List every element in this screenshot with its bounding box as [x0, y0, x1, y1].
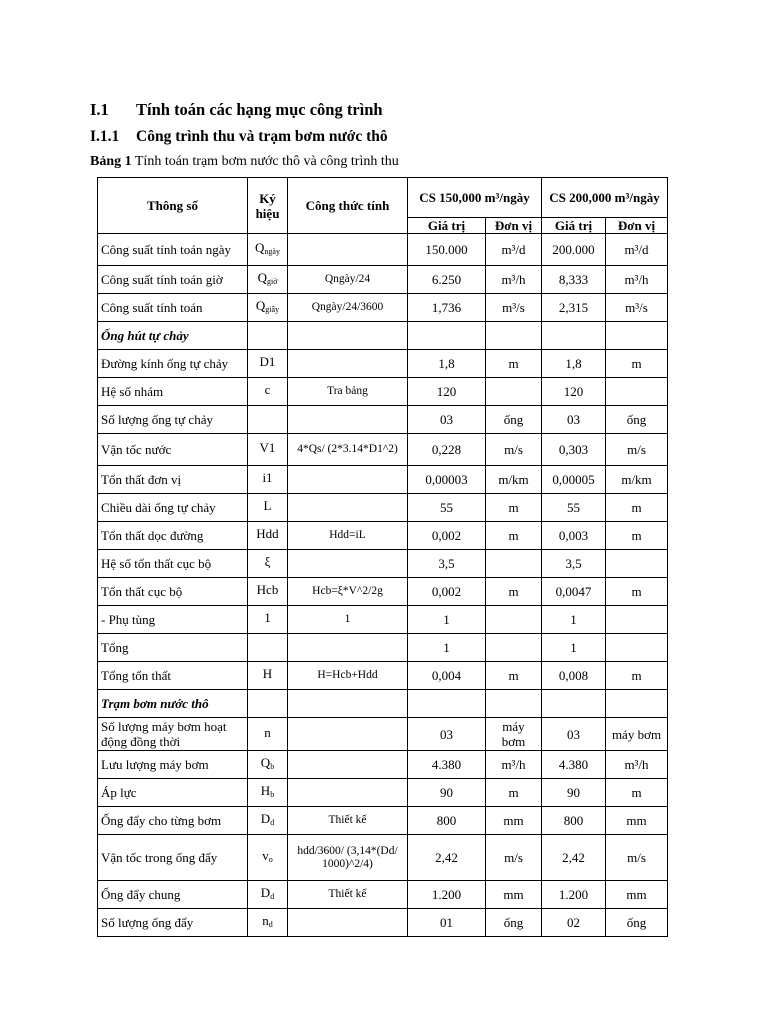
symbol-main: ξ [264, 554, 271, 569]
value-cell-150000: 03 [408, 718, 486, 751]
symbol-main: D [260, 811, 271, 826]
empty-cell [288, 322, 408, 350]
value-cell-200000: 55 [542, 494, 606, 522]
symbol-main: Q [260, 755, 271, 770]
header-symbol: Ký hiệu [248, 178, 288, 234]
symbol-subscript: b [270, 762, 275, 771]
symbol-cell [248, 718, 288, 751]
unit-cell-200000 [606, 550, 668, 578]
param-cell: Công suất tính toán ngày [98, 234, 248, 266]
header-value-2: Giá trị [542, 218, 606, 234]
table-caption [90, 154, 399, 170]
param-cell: Hệ số tổn thất cục bộ [98, 550, 248, 578]
unit-cell-200000: m [606, 578, 668, 606]
table-row [98, 807, 668, 835]
symbol-main: Hcb [256, 582, 279, 597]
section-title-cell: Ống hút tự chảy [98, 322, 248, 350]
table-row [98, 234, 668, 266]
param-cell: Lưu lượng máy bơm [98, 751, 248, 779]
unit-cell-200000: m [606, 494, 668, 522]
value-cell-200000: 0,00005 [542, 466, 606, 494]
unit-cell-150000 [486, 606, 542, 634]
subsection-heading [90, 128, 388, 146]
symbol-main: c [264, 382, 271, 397]
symbol-cell [248, 266, 288, 294]
symbol-cell [248, 835, 288, 881]
param-cell: Vận tốc trong ống đẩy [98, 835, 248, 881]
value-cell-150000: 0,002 [408, 522, 486, 550]
formula-cell [288, 634, 408, 662]
table-row [98, 662, 668, 690]
formula-cell: hdd/3600/ (3,14*(Dd/ 1000)^2/4) [288, 835, 408, 881]
symbol-cell [248, 578, 288, 606]
unit-cell-150000: m [486, 662, 542, 690]
value-cell-150000: 1,736 [408, 294, 486, 322]
symbol-cell [248, 662, 288, 690]
symbol-cell [248, 406, 288, 434]
table-row [98, 294, 668, 322]
unit-cell-200000: m/s [606, 434, 668, 466]
symbol-main: n [264, 724, 271, 740]
symbol-main: n [262, 913, 269, 928]
unit-cell-150000: m/km [486, 466, 542, 494]
symbol-main: V1 [259, 440, 276, 455]
symbol-main: Q [255, 298, 266, 313]
unit-cell-150000: m [486, 494, 542, 522]
symbol-main: D [260, 885, 271, 900]
formula-cell: Hcb=ξ*V^2/2g [288, 578, 408, 606]
empty-cell [408, 690, 486, 718]
table-row [98, 434, 668, 466]
section-heading [90, 100, 383, 120]
value-cell-150000: 2,42 [408, 835, 486, 881]
table-row [98, 406, 668, 434]
symbol-cell [248, 234, 288, 266]
table-row [98, 881, 668, 909]
formula-cell [288, 718, 408, 751]
unit-cell-150000: m³/d [486, 234, 542, 266]
unit-cell-150000 [486, 378, 542, 406]
formula-cell: Thiết kế [288, 807, 408, 835]
table-row [98, 350, 668, 378]
value-cell-150000: 1,8 [408, 350, 486, 378]
section-row [98, 322, 668, 350]
value-cell-200000: 2,315 [542, 294, 606, 322]
header-group-200000: CS 200,000 m³/ngày [542, 178, 668, 218]
table-row [98, 718, 668, 751]
value-cell-150000: 0,228 [408, 434, 486, 466]
param-cell: Đường kính ống tự chảy [98, 350, 248, 378]
empty-cell [408, 322, 486, 350]
unit-cell-200000 [606, 378, 668, 406]
formula-cell [288, 494, 408, 522]
symbol-cell [248, 779, 288, 807]
header-group-150000: CS 150,000 m³/ngày [408, 178, 542, 218]
value-cell-150000: 1 [408, 634, 486, 662]
param-cell: Số lượng máy bơm hoạt động đồng thời [98, 718, 248, 751]
empty-cell [288, 690, 408, 718]
symbol-subscript: giờ [266, 277, 278, 286]
unit-cell-200000: m/km [606, 466, 668, 494]
value-cell-200000: 90 [542, 779, 606, 807]
param-cell: Tổng tổn thất [98, 662, 248, 690]
symbol-subscript: d [270, 892, 275, 901]
unit-cell-200000: m³/h [606, 266, 668, 294]
unit-cell-200000: m³/d [606, 234, 668, 266]
empty-cell [486, 322, 542, 350]
param-cell: Chiều dài ống tự chảy [98, 494, 248, 522]
unit-cell-150000: m³/h [486, 266, 542, 294]
value-cell-150000: 800 [408, 807, 486, 835]
formula-cell [288, 751, 408, 779]
unit-cell-200000: ống [606, 909, 668, 937]
formula-cell: Tra bảng [288, 378, 408, 406]
value-cell-150000: 6.250 [408, 266, 486, 294]
value-cell-200000: 1 [542, 634, 606, 662]
value-cell-200000: 120 [542, 378, 606, 406]
unit-cell-150000: ống [486, 909, 542, 937]
value-cell-200000: 03 [542, 406, 606, 434]
unit-cell-150000: mm [486, 807, 542, 835]
value-cell-150000: 55 [408, 494, 486, 522]
unit-cell-200000: m/s [606, 835, 668, 881]
param-cell: Ống đẩy cho từng bơm [98, 807, 248, 835]
section-title: Tính toán các hạng mục công trình [136, 100, 383, 119]
param-cell: Tổn thất cục bộ [98, 578, 248, 606]
table-row [98, 578, 668, 606]
header-param: Thông số [98, 178, 248, 234]
unit-cell-150000: m³/s [486, 294, 542, 322]
symbol-cell [248, 378, 288, 406]
value-cell-150000: 0,002 [408, 578, 486, 606]
table-row [98, 550, 668, 578]
unit-cell-200000: máy bơm [606, 718, 668, 751]
section-number: I.1 [90, 100, 109, 119]
value-cell-200000: 0,0047 [542, 578, 606, 606]
header-formula: Công thức tính [288, 178, 408, 234]
symbol-main: D1 [259, 354, 276, 369]
unit-cell-200000: m [606, 522, 668, 550]
formula-cell [288, 466, 408, 494]
empty-cell [542, 322, 606, 350]
value-cell-200000: 1 [542, 606, 606, 634]
unit-cell-200000: m [606, 662, 668, 690]
header-unit-2: Đơn vị [606, 218, 668, 234]
empty-cell [486, 690, 542, 718]
param-cell: Số lượng ống tự chảy [98, 406, 248, 434]
empty-cell [248, 322, 288, 350]
value-cell-200000: 0,008 [542, 662, 606, 690]
subsection-title: Công trình thu và trạm bơm nước thô [136, 128, 388, 145]
section-row [98, 690, 668, 718]
symbol-subscript: d [270, 818, 275, 827]
symbol-subscript: ngày [264, 247, 280, 256]
symbol-subscript: d [268, 920, 273, 929]
symbol-cell [248, 634, 288, 662]
table-row [98, 266, 668, 294]
unit-cell-150000: máy bơm [486, 718, 542, 751]
value-cell-150000: 4.380 [408, 751, 486, 779]
formula-cell: Thiết kế [288, 881, 408, 909]
formula-cell: Qngày/24 [288, 266, 408, 294]
value-cell-150000: 150.000 [408, 234, 486, 266]
table-row [98, 751, 668, 779]
unit-cell-150000: m [486, 522, 542, 550]
symbol-cell [248, 466, 288, 494]
header-value-1: Giá trị [408, 218, 486, 234]
formula-cell: H=Hcb+Hdd [288, 662, 408, 690]
unit-cell-150000: m [486, 350, 542, 378]
empty-cell [248, 690, 288, 718]
symbol-cell [248, 550, 288, 578]
formula-cell: Qngày/24/3600 [288, 294, 408, 322]
value-cell-200000: 4.380 [542, 751, 606, 779]
symbol-subscript: o [268, 855, 273, 864]
unit-cell-200000: m [606, 350, 668, 378]
table-row [98, 909, 668, 937]
value-cell-150000: 3,5 [408, 550, 486, 578]
table-row [98, 634, 668, 662]
table-row [98, 494, 668, 522]
unit-cell-200000: m³/s [606, 294, 668, 322]
value-cell-150000: 01 [408, 909, 486, 937]
param-cell: Ống đẩy chung [98, 881, 248, 909]
unit-cell-150000 [486, 634, 542, 662]
param-cell: Công suất tính toán giờ [98, 266, 248, 294]
unit-cell-200000 [606, 634, 668, 662]
value-cell-150000: 1 [408, 606, 486, 634]
symbol-cell [248, 807, 288, 835]
value-cell-200000: 02 [542, 909, 606, 937]
unit-cell-150000: m/s [486, 835, 542, 881]
formula-cell [288, 550, 408, 578]
unit-cell-150000: ống [486, 406, 542, 434]
param-cell: Tổng [98, 634, 248, 662]
table-caption-text: Tính toán trạm bơm nước thô và công trình thu [131, 154, 399, 169]
unit-cell-200000: m [606, 779, 668, 807]
param-cell: Tổn thất dọc đường [98, 522, 248, 550]
value-cell-200000: 0,003 [542, 522, 606, 550]
table-caption-label: Bảng 1 [90, 154, 132, 169]
empty-cell [542, 690, 606, 718]
unit-cell-150000: m [486, 779, 542, 807]
formula-cell [288, 234, 408, 266]
header-unit-1: Đơn vị [486, 218, 542, 234]
unit-cell-200000: mm [606, 881, 668, 909]
symbol-subscript: giây [265, 305, 280, 314]
formula-cell [288, 406, 408, 434]
unit-cell-200000: ống [606, 406, 668, 434]
symbol-main: Q [255, 240, 265, 255]
symbol-cell [248, 434, 288, 466]
subsection-number: I.1.1 [90, 128, 120, 145]
table-body [98, 234, 668, 937]
unit-cell-150000: mm [486, 881, 542, 909]
value-cell-200000: 0,303 [542, 434, 606, 466]
empty-cell [606, 690, 668, 718]
table-row [98, 606, 668, 634]
symbol-main: v [262, 848, 269, 863]
formula-cell [288, 909, 408, 937]
value-cell-200000: 1,8 [542, 350, 606, 378]
value-cell-200000: 200.000 [542, 234, 606, 266]
symbol-main: i1 [262, 470, 273, 485]
value-cell-200000: 3,5 [542, 550, 606, 578]
unit-cell-150000: m/s [486, 434, 542, 466]
value-cell-150000: 0,004 [408, 662, 486, 690]
param-cell: Áp lực [98, 779, 248, 807]
unit-cell-150000: m [486, 578, 542, 606]
symbol-main: Q [257, 270, 267, 285]
value-cell-150000: 0,00003 [408, 466, 486, 494]
unit-cell-200000: m³/h [606, 751, 668, 779]
formula-cell [288, 350, 408, 378]
symbol-main: Hdd [256, 526, 279, 541]
unit-cell-150000 [486, 550, 542, 578]
param-cell: Tổn thất đơn vị [98, 466, 248, 494]
symbol-cell [248, 494, 288, 522]
symbol-main: H [260, 783, 271, 798]
symbol-cell [248, 294, 288, 322]
param-cell: Vận tốc nước [98, 434, 248, 466]
table-row [98, 378, 668, 406]
symbol-cell [248, 350, 288, 378]
value-cell-150000: 90 [408, 779, 486, 807]
symbol-subscript: b [270, 790, 275, 799]
unit-cell-200000 [606, 606, 668, 634]
section-title-cell: Trạm bơm nước thô [98, 690, 248, 718]
symbol-main: L [263, 498, 272, 513]
value-cell-200000: 1.200 [542, 881, 606, 909]
value-cell-150000: 03 [408, 406, 486, 434]
value-cell-150000: 1.200 [408, 881, 486, 909]
symbol-cell [248, 909, 288, 937]
value-cell-200000: 2,42 [542, 835, 606, 881]
table-row [98, 522, 668, 550]
formula-cell: 4*Qs/ (2*3.14*D1^2) [288, 434, 408, 466]
param-cell: Hệ số nhám [98, 378, 248, 406]
table-row [98, 466, 668, 494]
formula-cell [288, 779, 408, 807]
symbol-main: H [262, 666, 273, 681]
value-cell-200000: 8,333 [542, 266, 606, 294]
symbol-cell [248, 606, 288, 634]
table-row [98, 779, 668, 807]
unit-cell-150000: m³/h [486, 751, 542, 779]
calculation-table [97, 177, 668, 937]
empty-cell [606, 322, 668, 350]
value-cell-150000: 120 [408, 378, 486, 406]
table-row [98, 835, 668, 881]
formula-cell: Hdd=iL [288, 522, 408, 550]
symbol-cell [248, 522, 288, 550]
formula-cell: 1 [288, 606, 408, 634]
param-cell: - Phụ tùng [98, 606, 248, 634]
param-cell: Số lượng ống đẩy [98, 909, 248, 937]
symbol-cell [248, 881, 288, 909]
symbol-cell [248, 751, 288, 779]
value-cell-200000: 800 [542, 807, 606, 835]
value-cell-200000: 03 [542, 718, 606, 751]
param-cell: Công suất tính toán [98, 294, 248, 322]
symbol-main: 1 [264, 610, 271, 625]
unit-cell-200000: mm [606, 807, 668, 835]
